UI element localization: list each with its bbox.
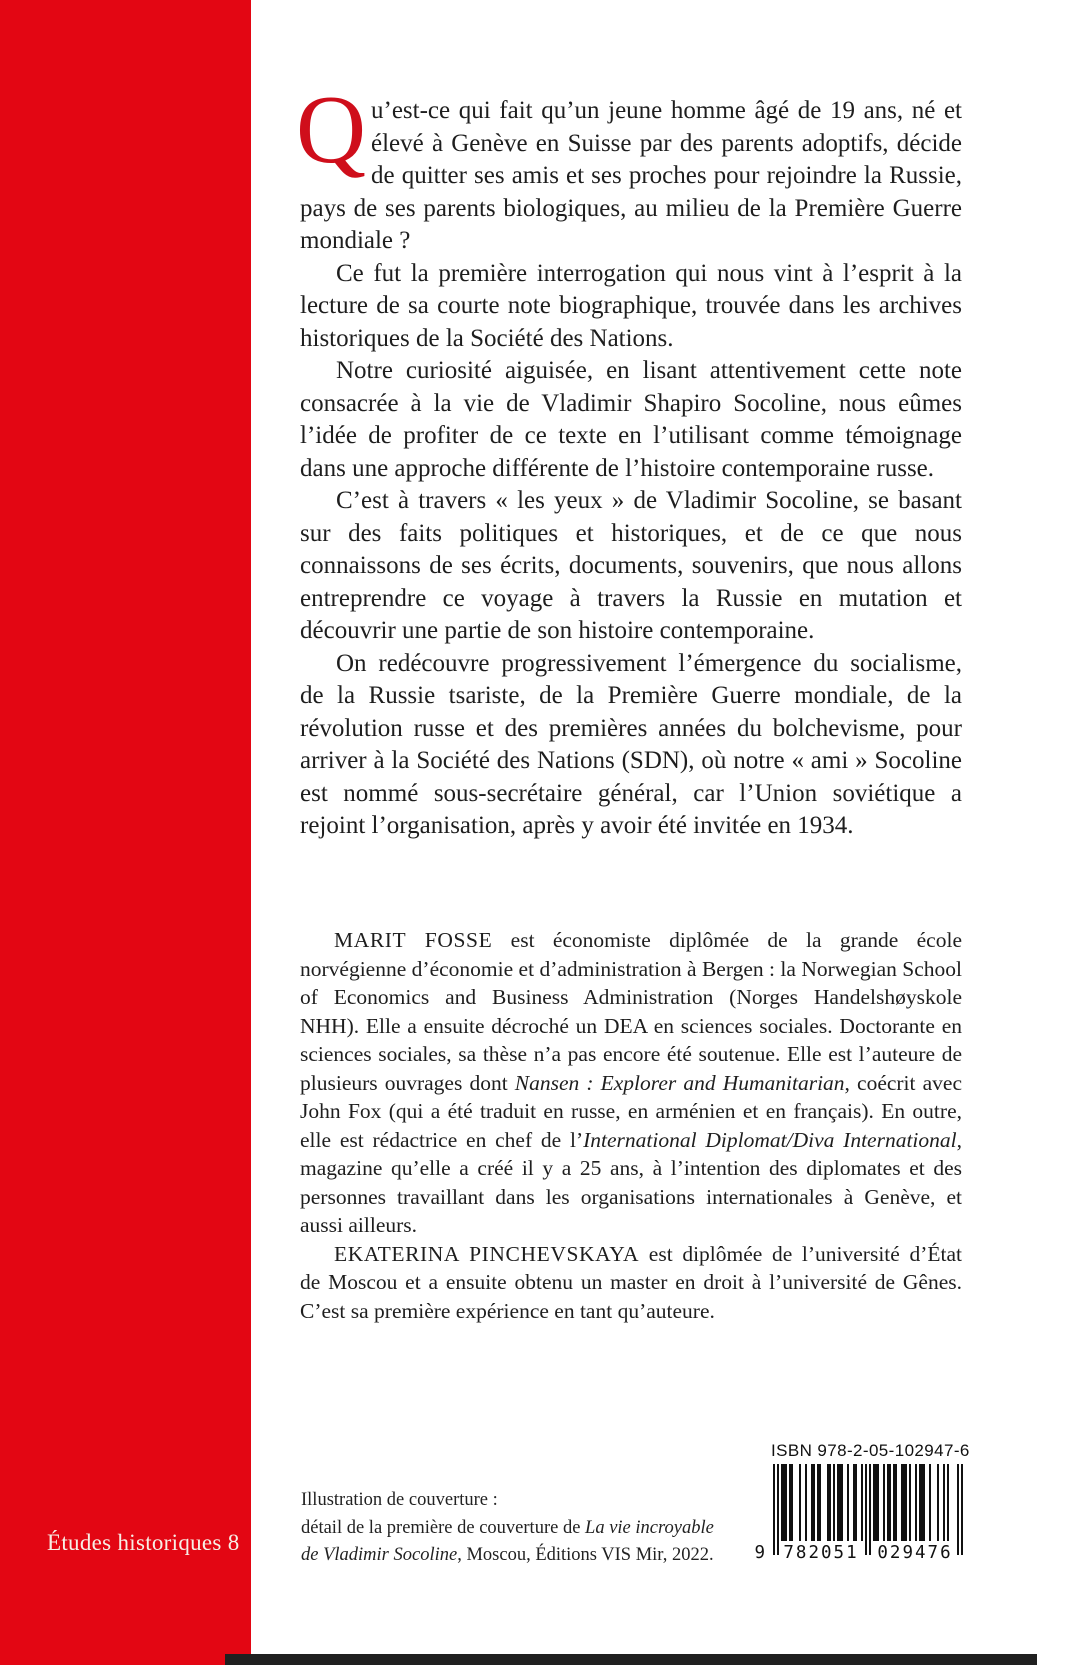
drop-cap-letter: Q [296,76,367,183]
synopsis-opening-paragraph [296,76,962,258]
isbn-barcode-block [745,1441,991,1564]
credited-book-title-part1: La vie incroyable [585,1517,714,1538]
bio-marit-fosse [300,926,962,1240]
synopsis-paragraph-2: Ce fut la première interrogation qui nous vint à l’esprit à la lecture de sa courte note biographique, trouvée dans les archives historiques de la Société des Nations. [300,259,962,352]
ean-digit-first: 9 [754,1543,767,1563]
synopsis-paragraph-4: C’est à travers « les yeux » de Vladimir Socoline, se basant sur des faits politiques et historiques, et de ce que nous connaissons de ses écrits, documents, souvenirs, que nous allons entreprendre ce voyage à travers la Russie en mutation et découvrir une partie de son histoire contemporaine. [300,487,962,644]
synopsis-paragraph-5: On redécouvre progressivement l’émergence du socialisme, de la Russie tsariste, de la Première Guerre mondiale, de la révolution russe et des premières années du bolchevisme, pour arriver à la Société des Nations (SDN), où notre « ami » Socoline est nommé sous-secrétaire général, car l’Union soviétique a rejoint l’organisation, après y avoir été invitée en 1934. [300,649,962,839]
book-title-nansen: Nansen : Explorer and Humanitarian [514,1070,845,1095]
magazine-title: International Diplomat/Diva International [583,1127,957,1152]
isbn-label: ISBN 978-2-05-102947-6 [771,1441,970,1460]
bio-marit-text-1: est économiste diplômée de la grande école norvégienne d’économie et d’administration à Bergen : la Norwegian School of Economics and Business Administration (Norges Handelshøyskole NHH). Elle a ensuite décroché un DEA en sciences sociales. Doctorante en sciences sociales, sa thèse n’a pas encore été soutenue. Elle est l’auteure de plusieurs ouvrages dont [300,928,962,1095]
credited-book-title-part2: de Vladimir Socoline [301,1545,458,1565]
bio-marit-text-3: , magazine qu’elle a créé il y a 25 ans, à l’intention des diplomates et des personnes travaillant dans les organisations internationales à Genève, et aussi ailleurs. [300,1127,963,1237]
credit-line-1: Illustration de couverture : [301,1490,498,1510]
credit-line-3 [301,1542,771,1570]
author-bios [300,926,962,1325]
ean-digit-group-2: 029476 [877,1543,953,1563]
synopsis-text [296,76,962,843]
synopsis-paragraph-3: Notre curiosité aiguisée, en lisant attentivement cette note consacrée à la vie de Vladimir Shapiro Socoline, nous eûmes l’idée de profiter de ce texte en l’utilisant comme témoignage dans une approche différente de l’histoire contemporaine russe. [300,357,962,482]
ean13-bars [773,1464,963,1555]
author-name-ekaterina: EKATERINA PINCHEVSKAYA [334,1241,640,1266]
credit-line-2 [301,1515,771,1543]
drop-cap [296,76,367,183]
ean13-barcode [745,1464,991,1564]
scan-edge-artifact [225,1654,1037,1665]
bio-marit-text-2: , coécrit avec John Fox (qui a été traduit en russe, en arménien et en français). En outre, elle est rédactrice en chef de l’ [300,1070,962,1152]
bio-ekaterina-pinchevskaya [300,1240,962,1326]
credit-line-2-text: détail de la première de couverture de [301,1517,586,1538]
synopsis-opening-text: u’est-ce qui fait qu’un jeune homme âgé de 19 ans, né et élevé à Genève en Suisse par des parents adoptifs, décide de quitter ses amis et ses proches pour rejoindre la Russie, pays de ses parents biologiques, au milieu de la Première Guerre mondiale ? [300,97,962,254]
bio-ekaterina-text: est diplômée de l’université d’État de Moscou et a ensuite obtenu un master en droit à l’université de Gênes. C’est sa première expérience en tant qu’auteure. [300,1241,962,1323]
red-spine-band [0,0,251,1665]
cover-illustration-credit [301,1487,771,1570]
author-name-marit-fosse: MARIT FOSSE [334,928,493,952]
ean-digit-group-1: 782051 [783,1543,859,1563]
series-label: Études historiques 8 [47,1530,240,1555]
credit-line-3-text: , Moscou, Éditions VIS Mir, 2022. [457,1545,714,1565]
